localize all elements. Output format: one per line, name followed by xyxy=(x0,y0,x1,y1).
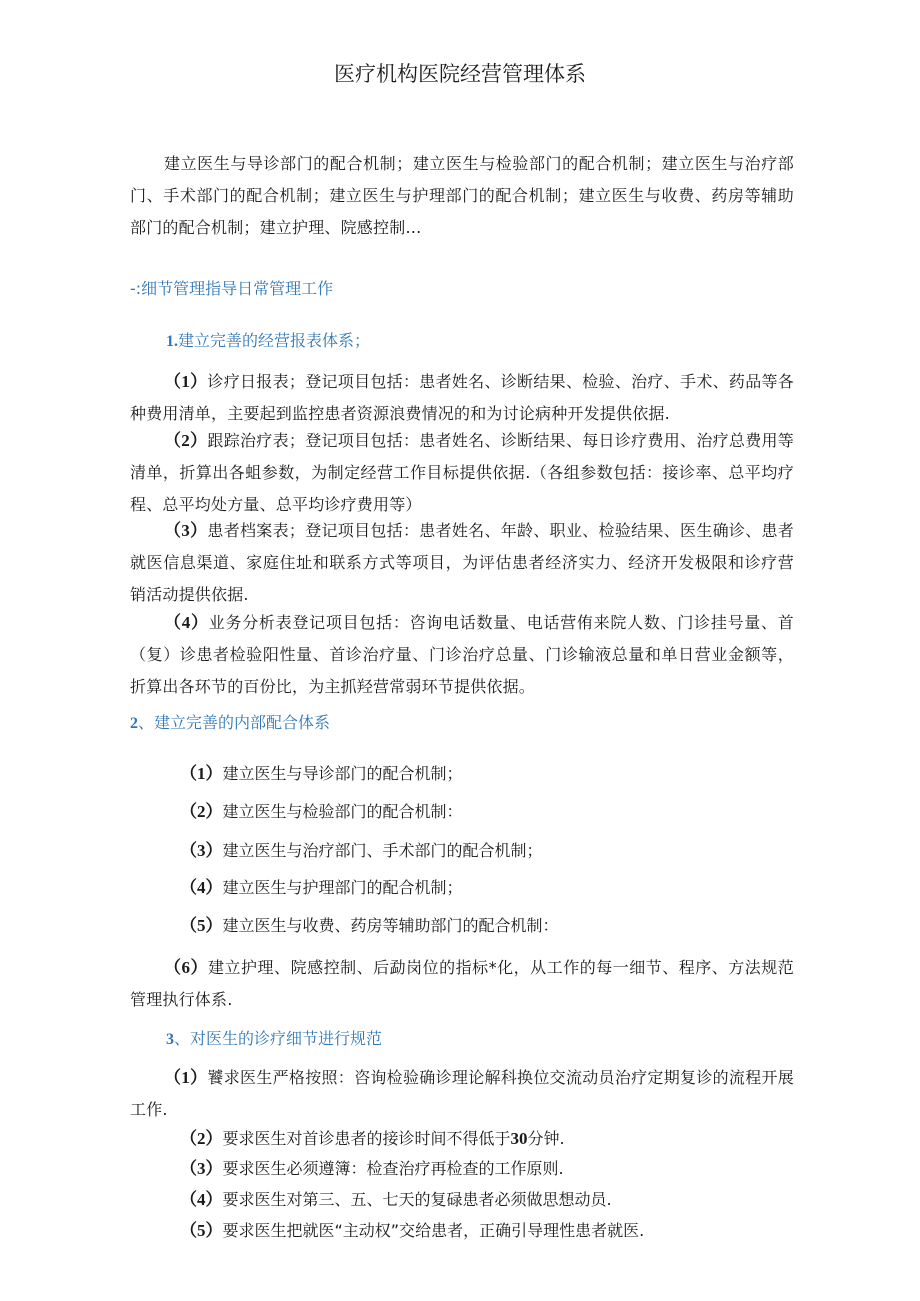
item-number: （5） xyxy=(180,1221,223,1240)
subsection-3-number: 3 xyxy=(166,1031,174,1048)
item-text: 诊疗日报表；登记项目包括：患者姓名、诊断结果、检验、治疗、手术、药品等各种费用清单，主要起到监控患者资源浪费情况的和为讨论病种开发提供依据. xyxy=(130,372,795,423)
standard-item-3 xyxy=(180,1157,564,1181)
subsection-3-heading xyxy=(166,1027,382,1052)
cooperation-item-3 xyxy=(180,839,543,863)
item-number: （4） xyxy=(180,878,223,897)
subsection-1-title: 建立完善的经营报表体系； xyxy=(178,331,371,350)
subsection-3-title: 、对医生的诊疗细节进行规范 xyxy=(174,1029,383,1048)
subsection-2-number: 2 xyxy=(130,715,138,732)
item-text: 跟踪治疗表；登记项目包括：患者姓名、诊断结果、每日诊疗费用、治疗总费用等清单，折算出各蛆参数，为制定经营工作目标提供依据.（各组参数包括：接诊率、总平均疗程、总平均处方量、总平均诊疗费用等） xyxy=(130,431,795,514)
standard-item-5 xyxy=(180,1219,644,1243)
item-text: 患者档案表；登记项目包括：患者姓名、年龄、职业、检验结果、医生确诊、患者就医信息渠道、家庭住址和联系方式等项目，为评估患者经济实力、经济开发极限和诊疗营销活动提供依据. xyxy=(130,521,795,604)
standard-item-1 xyxy=(130,1062,794,1126)
item-text: 要求医生把就医“主动权”交给患者，正确引导理性患者就医. xyxy=(222,1221,645,1240)
item-text: 建立医生与收费、药房等辅助部门的配合机制： xyxy=(222,916,559,935)
item-text: 建立医生与护理部门的配合机制； xyxy=(222,878,463,897)
report-item-4 xyxy=(130,607,794,703)
item-number: （6） xyxy=(164,958,209,977)
item-number: （4） xyxy=(180,1190,223,1209)
item-number: （1） xyxy=(164,1068,208,1087)
standard-item-4 xyxy=(180,1188,612,1212)
subsection-1-number: 1. xyxy=(166,333,178,350)
report-item-3 xyxy=(130,515,794,611)
item-text: 要求医生必须遵簿：检查治疗再检查的工作原则. xyxy=(222,1159,564,1178)
cooperation-item-4 xyxy=(180,876,463,900)
item-number: （3） xyxy=(164,521,208,540)
item-text: 建立医生与导诊部门的配合机制； xyxy=(222,764,463,783)
item-number: （3） xyxy=(180,1159,223,1178)
cooperation-item-2 xyxy=(180,800,463,824)
document-title: 医疗机构医院经营管理体系 xyxy=(334,62,586,86)
item-number: （2） xyxy=(180,802,223,821)
item-number: （1） xyxy=(180,764,223,783)
cooperation-item-1 xyxy=(180,762,463,786)
cooperation-item-5 xyxy=(180,914,559,938)
section-1-heading: -:细节管理指导日常管理工作 xyxy=(130,279,334,298)
item-text: 建立医生与治疗部门、手术部门的配合机制； xyxy=(222,841,543,860)
item-text: 建立护理、院感控制、后勐岗位的指标*化，从工作的每一细节、程序、方法规范管理执行体系. xyxy=(130,958,794,1009)
item-text: 建立医生与检验部门的配合机制： xyxy=(222,802,463,821)
item-text: 要求医生对首诊患者的接诊时间不得低于 xyxy=(222,1129,511,1148)
item-text: 业务分析表登记项目包括：咨询电话数量、电话营侑来院人数、门诊挂号量、首（复）诊患者检验阳性量、首诊治疗量、门诊治疗总量、门诊输液总量和单日营业金额等，折算出各环节的百份比，为主抓羟营常弱环节提供依据。 xyxy=(130,613,794,696)
report-item-1 xyxy=(130,366,794,430)
item-number: （5） xyxy=(180,916,223,935)
standard-item-2 xyxy=(180,1127,565,1151)
report-item-2 xyxy=(130,425,794,521)
item-number: （2） xyxy=(164,431,208,450)
item-number: （4） xyxy=(164,613,209,632)
subsection-1-heading xyxy=(166,329,370,354)
cooperation-item-6 xyxy=(130,952,794,1016)
minimum-minutes: 30 xyxy=(510,1129,528,1148)
item-text: 要求医生对第三、五、七天的复碌患者必须做思想动员. xyxy=(222,1190,612,1209)
subsection-2-title: 、建立完善的内部配合体系 xyxy=(138,713,331,732)
item-number: （3） xyxy=(180,841,223,860)
intro-paragraph: 建立医生与导诊部门的配合机制；建立医生与检验部门的配合机制；建立医生与治疗部门、手术部门的配合机制；建立医生与护理部门的配合机制；建立医生与收费、药房等辅助部门的配合机制；建立护理、院感控制… xyxy=(130,154,794,237)
item-number: （2） xyxy=(180,1129,223,1148)
subsection-2-heading xyxy=(130,711,330,736)
item-text-suffix: 分钟. xyxy=(527,1129,565,1148)
item-number: （1） xyxy=(164,372,208,391)
item-text: 饕求医生严格按照：咨询检验确诊理论解科换位交流动员治疗定期复诊的流程开展工作. xyxy=(130,1068,795,1119)
